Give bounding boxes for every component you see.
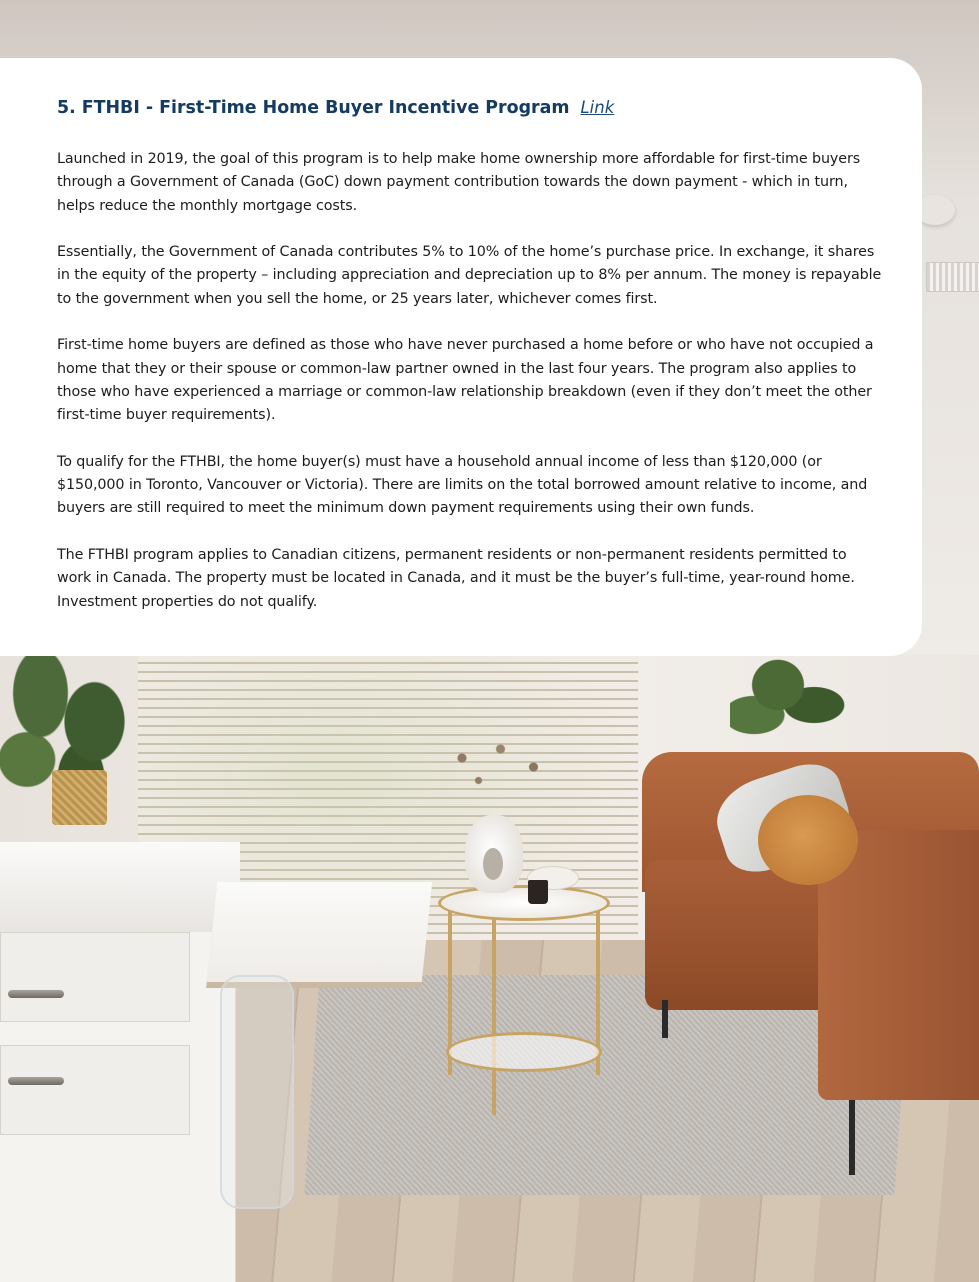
paragraph-contribution: Essentially, the Government of Canada contributes 5% to 10% of the home’s purchase price. In exchange, it shares in the equity of the property – including appreciation and depreciation up to 8% per annum. The money is repayable to the government when you sell the home, or 25 years later, whichever comes first.	[57, 244, 882, 307]
drawer-handle	[8, 990, 64, 998]
counter-extension	[207, 882, 433, 982]
side-table-shelf	[446, 1032, 602, 1072]
table-leg	[492, 915, 496, 1115]
drawer	[0, 1045, 190, 1135]
drawer-handle	[8, 1077, 64, 1085]
paragraph-residency: The FTHBI program applies to Canadian citizens, permanent residents or non-permanent residents permitted to work in Canada. The property must be located in Canada, and it must be the buyer’s full-time, year-round home. Investment properties do not qualify.	[57, 547, 855, 610]
paragraph-intro: Launched in 2019, the goal of this program is to help make home ownership more affordable for first-time buyers through a Government of Canada (GoC) down payment contribution towards the down payment - which in turn, helps reduce the monthly mortgage costs.	[57, 151, 861, 214]
air-vent	[926, 262, 979, 292]
drawer	[0, 932, 190, 1022]
plant-right	[730, 655, 850, 755]
pillow-round	[758, 795, 858, 885]
sofa-leg	[849, 1095, 855, 1175]
paragraph-eligibility: First-time home buyers are defined as those who have never purchased a home before or who have not occupied a home that they or their spouse or common-law partner owned in the last four years. The program also applies to those who have experienced a marriage or common-law relationship breakdown (even if they don’t meet the other first-time buyer requirements).	[57, 337, 874, 424]
program-link[interactable]: Link	[580, 98, 615, 117]
section-header	[57, 98, 882, 118]
vase-opening	[483, 848, 503, 880]
side-table-top	[438, 885, 610, 921]
acrylic-chair	[220, 975, 294, 1209]
island-countertop	[0, 842, 240, 932]
section-heading: 5. FTHBI - First-Time Home Buyer Incentive Program	[57, 98, 570, 118]
content-card	[0, 58, 922, 656]
plant-pot-left	[52, 770, 107, 825]
paragraph-income: To qualify for the FTHBI, the home buyer(s) must have a household annual income of less than $120,000 (or $150,000 in Toronto, Vancouver or Victoria). There are limits on the total borrowed amount relative to income, and buyers are still required to meet the minimum down payment requirements using their own funds.	[57, 453, 868, 517]
sofa-leg	[662, 1000, 668, 1038]
coffee-mug	[528, 880, 548, 904]
